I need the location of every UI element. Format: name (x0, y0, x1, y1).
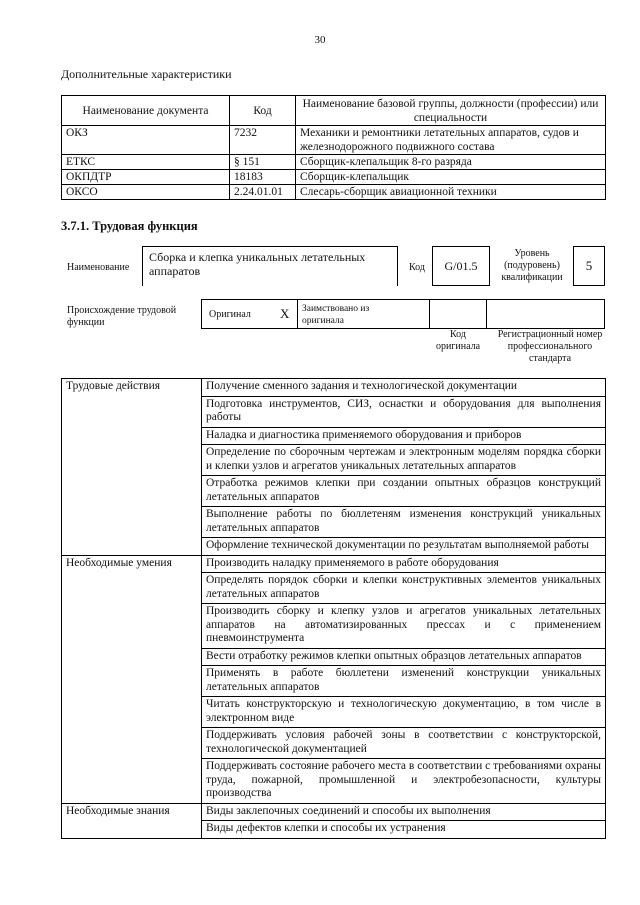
category-cell (62, 396, 202, 427)
knowledge-item: Виды дефектов клепки и способы их устранения (202, 821, 606, 839)
table-row (62, 759, 606, 804)
code-cell: 7232 (230, 126, 296, 155)
table-row (62, 379, 606, 397)
level-label: Уровень (подуровень) квалификации (501, 248, 563, 283)
table-row (62, 697, 606, 728)
skill-category-label: Необходимые умения (62, 555, 202, 573)
category-cell (62, 821, 202, 839)
original-label: Оригинал (209, 309, 251, 320)
skill-item: Применять в работе бюллетени изменений конструкции уникальных летательных аппаратов (202, 666, 606, 697)
table-row (62, 445, 606, 476)
category-cell (62, 648, 202, 666)
skill-item: Читать конструкторскую и технологическую документацию, в том числе в электронном виде (202, 697, 606, 728)
function-heading: 3.7.1. Трудовая функция (61, 219, 198, 233)
category-cell (62, 697, 202, 728)
page-number: 30 (314, 34, 326, 46)
function-name-value: Сборка и клепка уникальных летательных аппаратов (149, 250, 366, 278)
table-row (62, 573, 606, 604)
category-cell (62, 759, 202, 804)
labor-action-item: Определение по сборочным чертежам и электронным моделям порядка сборки и клепки узлов и агрегатов уникальных летательных аппаратов (202, 445, 606, 476)
function-code-box (432, 246, 490, 286)
divider (297, 299, 298, 329)
reg-number-label: Регистрационный номер профессионального стандарта (497, 329, 603, 364)
doc-cell: ОКЗ (62, 126, 230, 155)
divider (486, 299, 487, 329)
additional-characteristics-table (61, 95, 606, 200)
knowledge-item: Виды заклепочных соединений и способы их выполнения (202, 803, 606, 821)
table-row (62, 666, 606, 697)
name-cell: Сборщик-клепальщик (296, 170, 606, 185)
code-original-label: Код оригинала (435, 329, 481, 352)
skill-item: Вести отработку режимов клепки опытных образцов летательных аппаратов (202, 648, 606, 666)
table-row (62, 604, 606, 649)
category-cell (62, 538, 202, 556)
table-row (62, 648, 606, 666)
table-row (62, 728, 606, 759)
category-cell (62, 666, 202, 697)
skill-item: Определять порядок сборки и клепки конструктивных элементов уникальных летательных аппаратов (202, 573, 606, 604)
doc-cell: ЕТКС (62, 155, 230, 170)
labor-action-item: Получение сменного задания и технологической документации (202, 379, 606, 397)
table-row (62, 185, 606, 200)
labor-action-category-label: Трудовые действия (62, 379, 202, 397)
doc-cell: ОКСО (62, 185, 230, 200)
table-row (62, 507, 606, 538)
name-cell: Механики и ремонтники летательных аппаратов, судов и железнодорожного подвижного состава (296, 126, 606, 155)
skill-item: Поддерживать состояние рабочего места в соответствии с требованиями охраны труда, пожарной, промышленной и электробезопасности, культуры производства (202, 759, 606, 804)
table-row (62, 170, 606, 185)
labor-action-item: Выполнение работы по бюллетеням изменения конструкций уникальных летательных аппаратов (202, 507, 606, 538)
labor-action-item: Подготовка инструментов, СИЗ, оснастки и оборудования для выполнения работы (202, 396, 606, 427)
table-row (62, 396, 606, 427)
table-row (62, 126, 606, 155)
function-name-box (142, 246, 398, 286)
table-row (62, 555, 606, 573)
section-title: Дополнительные характеристики (61, 67, 232, 81)
category-cell (62, 445, 202, 476)
labor-action-item: Наладка и диагностика применяемого оборудования и приборов (202, 427, 606, 445)
doc-cell: ОКПДТР (62, 170, 230, 185)
category-cell (62, 476, 202, 507)
origin-label: Происхождение трудовой функции (67, 305, 177, 328)
skill-item: Поддерживать условия рабочей зоны в соответствии с конструкторской, технологической документацией (202, 728, 606, 759)
skill-item: Производить сборку и клепку узлов и агрегатов уникальных летательных аппаратов на автоматизированных прессах и с применением пневмоинструмента (202, 604, 606, 649)
header-code: Код (230, 96, 296, 126)
table-row (62, 155, 606, 170)
table-row (62, 476, 606, 507)
name-label: Наименование (67, 262, 130, 273)
original-mark: X (280, 306, 290, 321)
labor-action-item: Оформление технической документации по результатам выполняемой работы (202, 538, 606, 556)
code-cell: 2.24.01.01 (230, 185, 296, 200)
level-box (573, 246, 605, 286)
skill-item: Производить наладку применяемого в работе оборудования (202, 555, 606, 573)
knowledge-category-label: Необходимые знания (62, 803, 202, 821)
table-header-row (62, 96, 606, 126)
category-cell (62, 728, 202, 759)
table-row (62, 803, 606, 821)
function-code-value: G/01.5 (444, 259, 478, 273)
function-details-table (61, 378, 606, 839)
divider (429, 299, 430, 329)
category-cell (62, 573, 202, 604)
borrowed-label: Заимствовано из оригинала (302, 304, 370, 326)
name-cell: Сборщик-клепальщик 8-го разряда (296, 155, 606, 170)
category-cell (62, 507, 202, 538)
table-row (62, 427, 606, 445)
level-value: 5 (585, 258, 593, 273)
code-cell: 18183 (230, 170, 296, 185)
code-cell: § 151 (230, 155, 296, 170)
header-doc: Наименование документа (62, 96, 230, 126)
table-row (62, 821, 606, 839)
code-label: Код (409, 262, 425, 273)
name-cell: Слесарь-сборщик авиационной техники (296, 185, 606, 200)
category-cell (62, 604, 202, 649)
header-name: Наименование базовой группы, должности (профессии) или специальности (296, 96, 606, 126)
table-row (62, 538, 606, 556)
labor-action-item: Отработка режимов клепки при создании опытных образцов конструкций летательных аппаратов (202, 476, 606, 507)
category-cell (62, 427, 202, 445)
